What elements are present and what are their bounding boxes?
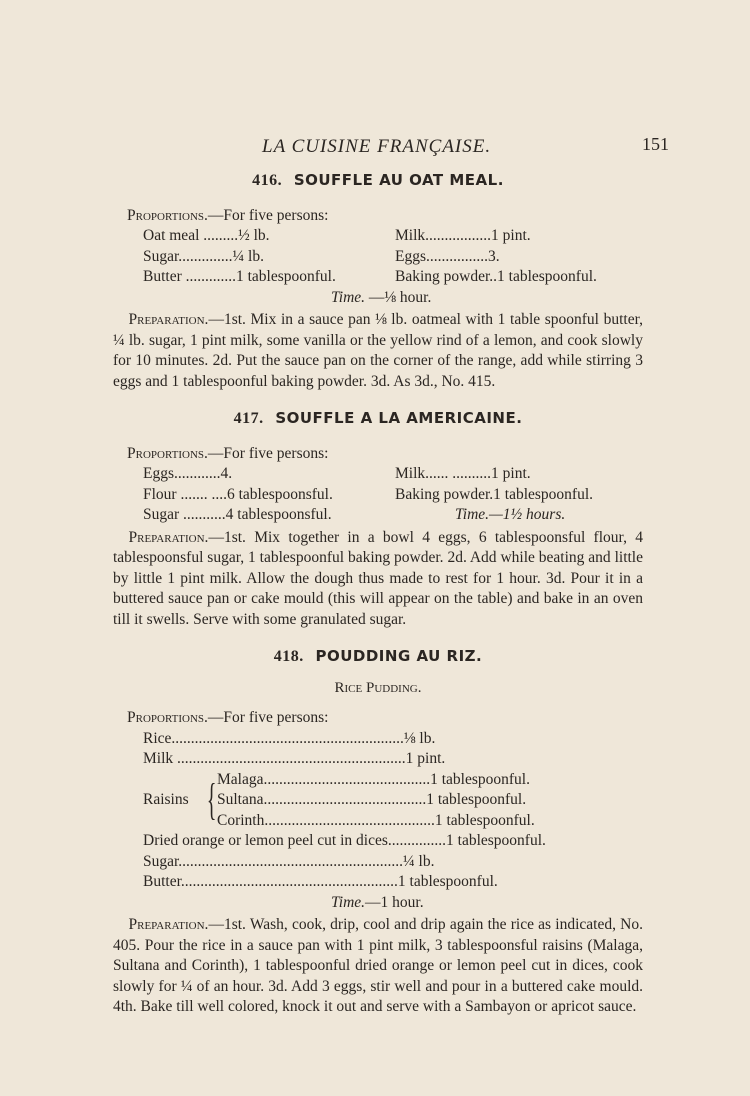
recipe-name: SOUFFLE AU OAT MEAL. (293, 171, 504, 189)
recipe-number: 417. (233, 410, 264, 427)
proportions-table (143, 226, 643, 308)
running-title: LA CUISINE FRANÇAISE. (262, 136, 492, 157)
ingredient-line: Corinth............................................1 tablespoonful. (217, 811, 535, 829)
raisins-group (143, 770, 643, 832)
ingredient-line: Milk ...........................................................1 pint. (143, 750, 446, 767)
proportion-row: Sugar..............¼ lb. Eggs................3. (143, 247, 500, 265)
preparation-text: Preparation.—1st. Mix together in a bowl 4 eggs, 6 tablespoonsful flour, 4 tablespoonsful sugar, 1 tablespoonful baking powder. 2d. Add while beating and little by little 1 pint milk. Allow the dough thus made to rest for 1 hour. 3d. Pour it in a buttered sauce pan or cake mould (this will appear on the table) and bake in an oven till it swells. Serve with some granulated sugar. (113, 528, 643, 628)
page-number: 151 (642, 134, 669, 154)
recipe-number: 416. (252, 172, 283, 189)
recipe-title (113, 408, 643, 430)
cooking-time: Time.—1 hour. (331, 893, 424, 911)
recipe-418 (113, 646, 643, 1018)
proportion-row: Sugar ...........4 tablespoonsful. Time.—1½ hours. (143, 506, 566, 523)
proportion-row: Oat meal .........½ lb. Milk.................1 pint. (143, 227, 531, 244)
recipe-name: SOUFFLE A LA AMERICAINE. (275, 409, 523, 427)
page-content (113, 170, 643, 1034)
ingredient-line: Dried orange or lemon peel cut in dices...............1 tablespoonful. (143, 832, 546, 849)
recipe-title (113, 646, 643, 668)
ingredient-list (143, 831, 643, 913)
cooking-time: Time. —⅛ hour. (331, 288, 432, 306)
proportion-row: Butter .............1 tablespoonful. Baking powder..1 tablespoonful. (143, 268, 597, 285)
ingredient-line: Sugar..........................................................¼ lb. (143, 852, 435, 870)
recipe-subtitle: Rice Pudding. (334, 679, 422, 696)
ingredient-line: Malaga...........................................1 tablespoonful. (217, 770, 530, 788)
ingredient-line: Sultana..........................................1 tablespoonful. (217, 791, 527, 808)
recipe-number: 418. (273, 648, 304, 665)
raisins-items (217, 770, 535, 832)
recipe-title (113, 170, 643, 192)
preparation-text: Preparation.—1st. Mix in a sauce pan ⅛ lb. oatmeal with 1 table spoonful butter, ¼ lb. sugar, 1 pint milk, some vanilla or the yellow rind of a lemon, and cook slowly for 10 minutes. 2d. Put the sauce pan on the corner of the range, add while stirring 3 eggs and 1 tablespoonful baking powder. 3d. As 3d., No. 415. (113, 311, 643, 390)
recipe-417 (113, 408, 643, 630)
ingredient-list (143, 729, 643, 770)
preparation-text: Preparation.—1st. Wash, cook, drip, cool and drip again the rice as indicated, No. 405. Pour the rice in a sauce pan with 1 pint milk, 3 tablespoonsful raisins (Malaga, Sultana and Corinth), 1 tablespoonful dried orange or lemon peel cut in dices, cook slowly for ¼ of an hour. 3d. Add 3 eggs, stir well and pour in a buttered cake mould. 4th. Bake till well colored, knock it out and serve with a Sambayon or apricot sauce. (113, 916, 643, 1015)
proportion-row: Flour ....... ....6 tablespoonsful. Baking powder.1 tablespoonful. (143, 485, 594, 503)
raisins-label: Raisins (143, 790, 189, 808)
proportion-row: Eggs............4. Milk...... ..........1 pint. (143, 465, 531, 482)
proportions-heading: Proportions.—For five persons: (127, 709, 329, 726)
proportions-heading: Proportions.—For five persons: (127, 444, 329, 462)
ingredient-line: Rice............................................................⅛ lb. (143, 729, 436, 747)
brace-icon: { (206, 774, 217, 824)
recipe-name: POUDDING AU RIZ. (315, 647, 483, 665)
ingredient-line: Butter........................................................1 tablespoonful. (143, 873, 498, 890)
proportions-heading: Proportions.—For five persons: (127, 206, 329, 224)
recipe-416 (113, 170, 643, 392)
proportions-table (143, 464, 643, 526)
